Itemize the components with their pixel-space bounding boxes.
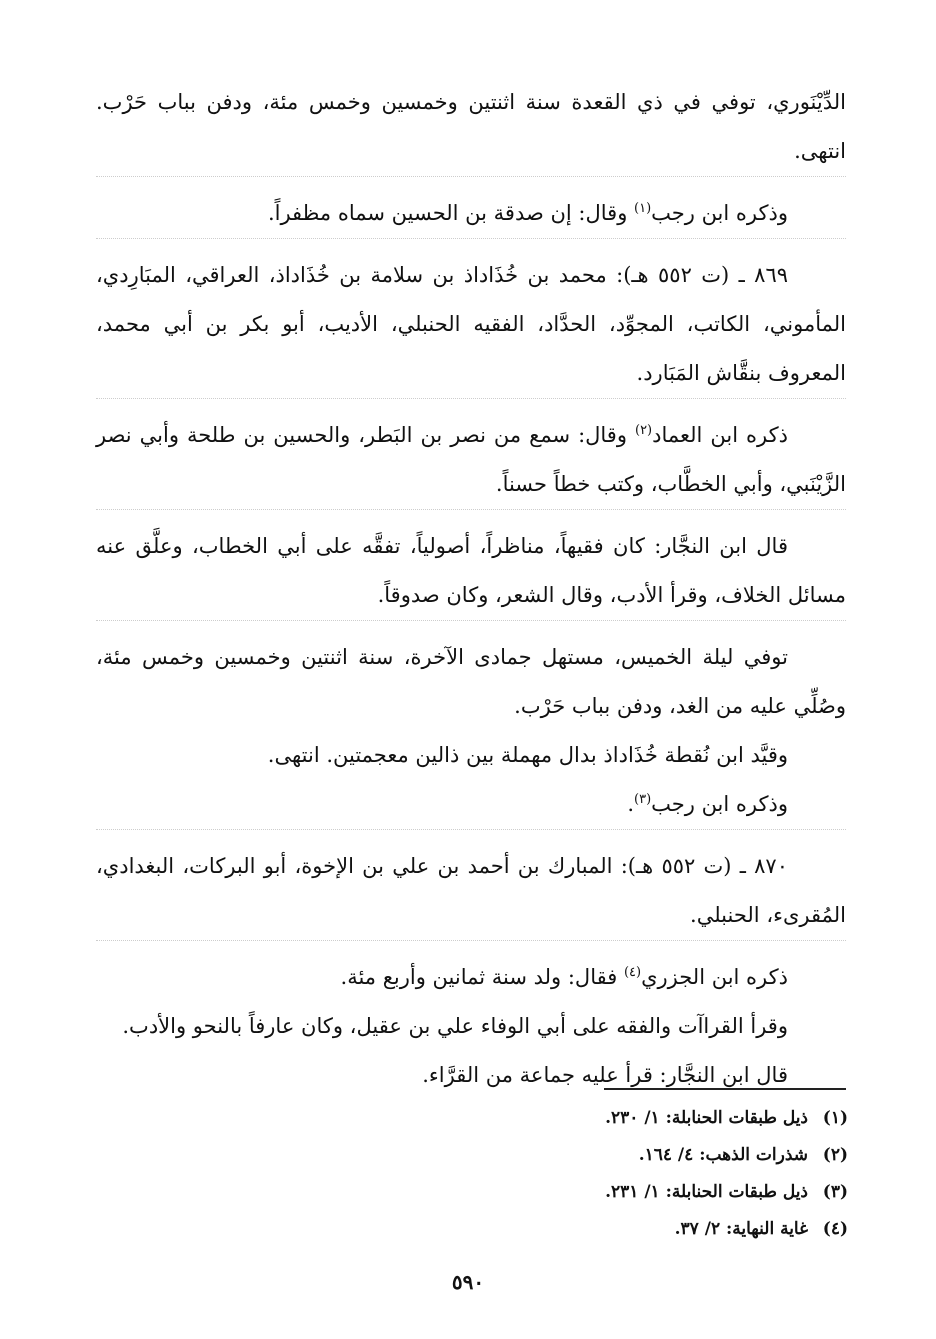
footnote-1 bbox=[520, 1100, 848, 1137]
footnote-separator bbox=[604, 1088, 846, 1090]
entry-text: ٨٧٠ ـ (ت ٥٥٢ هـ): المبارك بن أحمد بن علي بن الإخوة، أبو البركات، البغدادي، المُقرىء، الحنبلي. bbox=[96, 854, 846, 927]
paragraph-divider bbox=[96, 176, 846, 187]
paragraph-text: وذكره ابن رجب bbox=[651, 792, 788, 816]
page-number: ٥٩٠ bbox=[451, 1270, 485, 1294]
paragraph-text: وقيَّد ابن نُقطة خُذَاداذ بدال مهملة بين ذالين معجمتين. انتهى. bbox=[267, 743, 788, 767]
paragraph-text: وذكره ابن رجب bbox=[651, 201, 788, 225]
paragraph-text: . bbox=[627, 792, 635, 816]
footnote-number: (٢) bbox=[822, 1145, 848, 1165]
paragraph-text: وقال: إن صدقة بن الحسين سماه مظفراً. bbox=[267, 201, 635, 225]
footnote-number: (٤) bbox=[822, 1219, 848, 1239]
footnote-text: ذيل طبقات الحنابلة: ١/ ٢٣١. bbox=[605, 1182, 808, 1202]
footnote-reference-4[interactable]: (٤) bbox=[623, 965, 642, 980]
paragraph-text: وقال: سمع من نصر بن البَطر، والحسين بن طلحة وأبي نصر الزَّيْنَبي، وأبي الخطَّاب، وكتب خطاً حسناً. bbox=[96, 423, 846, 496]
paragraph-text: قال ابن النجَّار: كان فقيهاً، مناظراً، أصولياً، تفقَّه على أبي الخطاب، وعلَّق عنه مسائل الخلاف، وقرأ الأدب، وقال الشعر، وكان صدوقاً. bbox=[96, 534, 846, 607]
entry-text: ٨٦٩ ـ (ت ٥٥٢ هـ): محمد بن خُذَاداذ بن سلامة بن خُذَاداذ، العراقي، المبَارِدي، المأموني، الكاتب، المجوِّد، الحدَّاد، الفقيه الحنبلي، الأديب، أبو بكر بن أبي محمد، المعروف بنقَّاش المَبَارد. bbox=[96, 263, 846, 385]
paragraph-5 bbox=[96, 522, 846, 620]
footnote-reference-2[interactable]: (٢) bbox=[634, 423, 653, 438]
paragraph-7 bbox=[96, 731, 846, 780]
paragraph-12 bbox=[96, 1051, 846, 1100]
main-text bbox=[96, 78, 846, 1100]
footnote-number: (١) bbox=[822, 1108, 848, 1128]
footnote-2 bbox=[520, 1137, 848, 1174]
paragraph-divider bbox=[96, 829, 846, 840]
paragraph-divider bbox=[96, 620, 846, 631]
paragraph-8 bbox=[96, 780, 846, 829]
footnote-number: (٣) bbox=[822, 1182, 848, 1202]
paragraph-text: توفي ليلة الخميس، مستهل جمادى الآخرة، سنة اثنتين وخمسين وخمس مئة، وصُلِّي عليه من الغد، ودفن بباب حَرْب. bbox=[96, 645, 846, 718]
footnotes bbox=[520, 1100, 848, 1248]
paragraph-divider bbox=[96, 509, 846, 520]
entry-869 bbox=[96, 251, 846, 398]
paragraph-2 bbox=[96, 189, 846, 238]
footnote-text: ذيل طبقات الحنابلة: ١/ ٢٣٠. bbox=[605, 1108, 808, 1128]
footnote-text: شذرات الذهب: ٤/ ١٦٤. bbox=[638, 1145, 808, 1165]
paragraph-6 bbox=[96, 633, 846, 731]
paragraph-divider bbox=[96, 238, 846, 249]
paragraph-4 bbox=[96, 411, 846, 509]
footnote-text: غاية النهاية: ٢/ ٣٧. bbox=[674, 1219, 808, 1239]
paragraph-10 bbox=[96, 953, 846, 1002]
paragraph-divider bbox=[96, 398, 846, 409]
paragraph-text: ذكره ابن الجزري bbox=[641, 965, 788, 989]
paragraph-divider bbox=[96, 940, 846, 951]
footnote-3 bbox=[520, 1174, 848, 1211]
paragraph-text: الدِّيْنَوري، توفي في ذي القعدة سنة اثنتين وخمسين وخمس مئة، ودفن بباب حَرْب. انتهى. bbox=[96, 90, 846, 163]
paragraph-text: وقرأ القراآت والفقه على أبي الوفاء علي بن عقيل، وكان عارفاً بالنحو والأدب. bbox=[122, 1014, 788, 1038]
paragraph-text: قال ابن النجَّار: قرأ عليه جماعة من القرَّاء. bbox=[422, 1063, 788, 1087]
footnote-reference-3[interactable]: (٣) bbox=[634, 792, 652, 807]
paragraph-1 bbox=[96, 78, 846, 176]
paragraph-11 bbox=[96, 1002, 846, 1051]
footnote-4 bbox=[520, 1211, 848, 1248]
paragraph-text: ذكره ابن العماد bbox=[652, 423, 788, 447]
footnote-reference-1[interactable]: (١) bbox=[634, 201, 652, 216]
paragraph-text: فقال: ولد سنة ثمانين وأربع مئة. bbox=[340, 965, 624, 989]
entry-870 bbox=[96, 842, 846, 940]
